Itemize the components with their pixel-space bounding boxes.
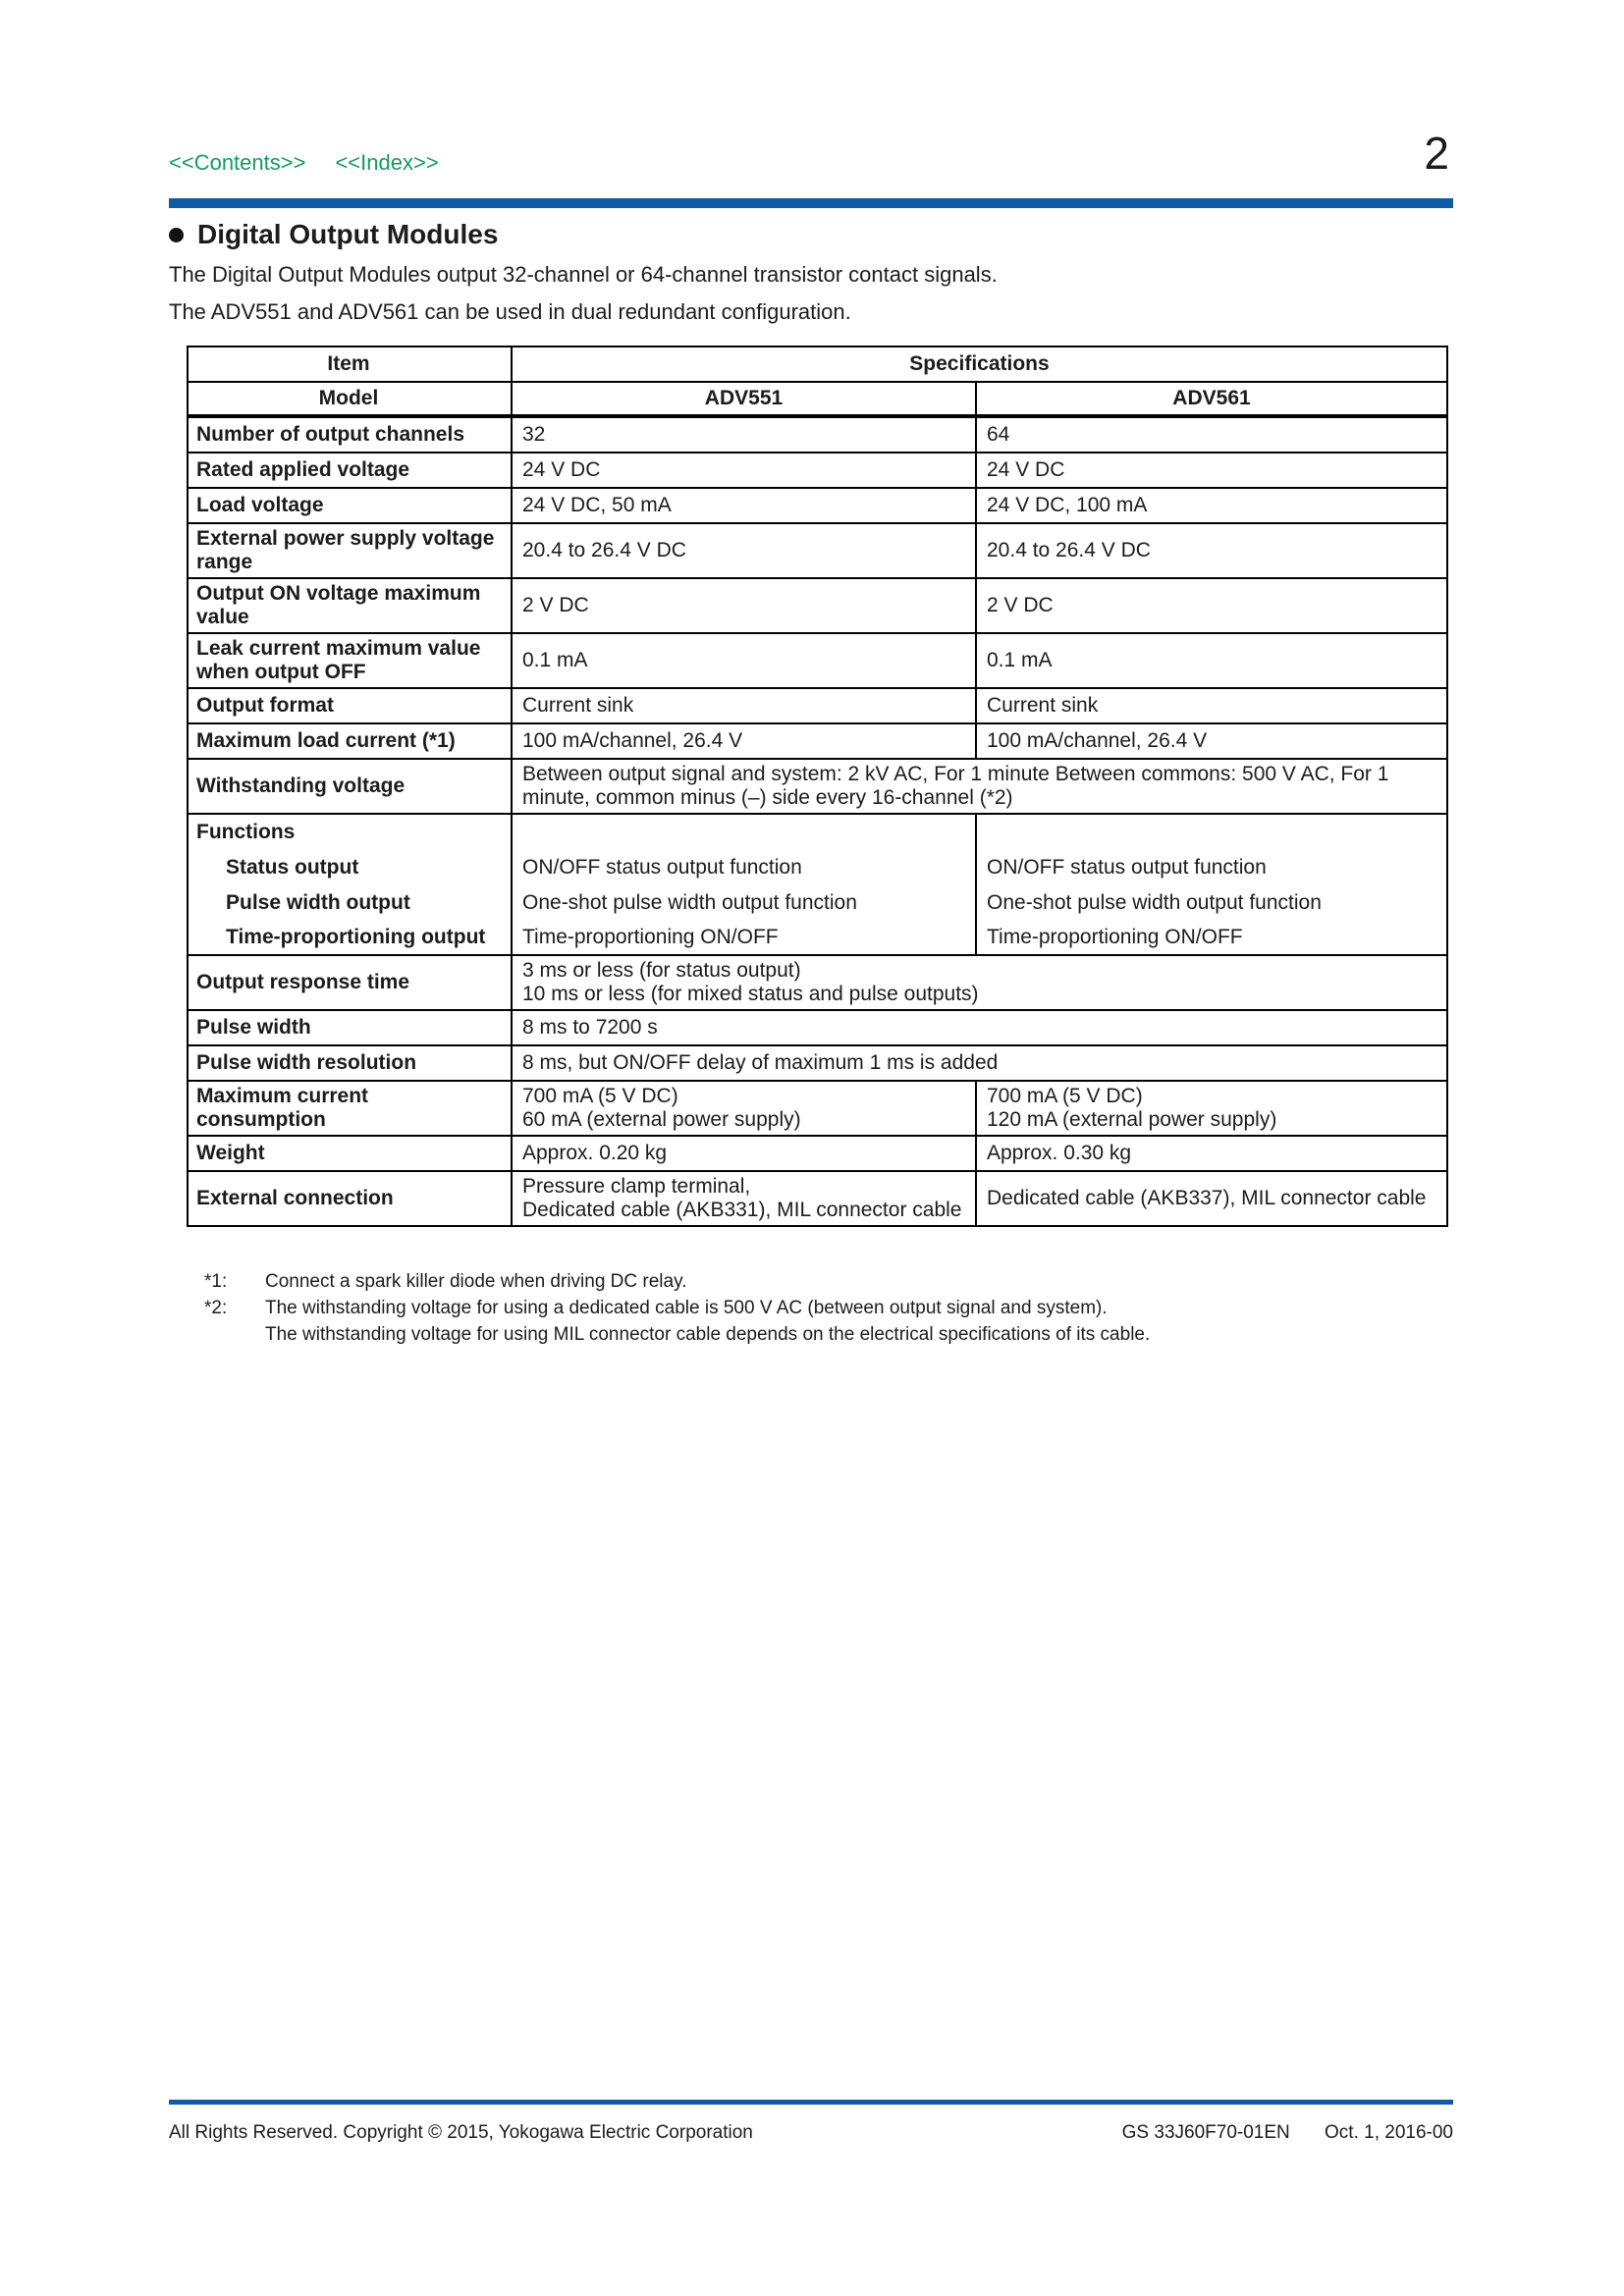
spec-label: External power supply voltage range xyxy=(196,527,495,573)
footnote-line: The withstanding voltage for using a dedicated cable is 500 V AC (between output signal and system). xyxy=(265,1298,1108,1318)
spec-value-both: 8 ms, but ON/OFF delay of maximum 1 ms is added xyxy=(511,1046,1446,1080)
spec-label: Weight xyxy=(196,1142,265,1164)
section-digital-output-modules xyxy=(169,218,1453,331)
table-row xyxy=(189,454,1446,489)
spec-label: Withstanding voltage xyxy=(196,774,406,797)
table-row xyxy=(189,956,1446,1011)
col-header-adv551: ADV551 xyxy=(511,383,975,414)
section-title: Digital Output Modules xyxy=(197,219,499,249)
spec-value-both: 3 ms or less (for status output) 10 ms or less (for mixed status and pulse outputs) xyxy=(511,956,1446,1009)
footnote xyxy=(204,1295,1150,1348)
table-row xyxy=(189,724,1446,760)
table-row xyxy=(189,689,1446,724)
table-row xyxy=(189,634,1446,689)
table-row xyxy=(189,1046,1446,1082)
spec-value-adv551: Pressure clamp terminal, Dedicated cable (AKB331), MIL connector cable xyxy=(511,1172,975,1225)
page-footer xyxy=(169,2120,1453,2146)
spec-sublabel: Status output xyxy=(226,856,359,879)
spec-value-adv561: 24 V DC, 100 mA xyxy=(975,489,1446,522)
spec-value-both: 8 ms to 7200 s xyxy=(511,1011,1446,1044)
col-header-specifications: Specifications xyxy=(511,347,1446,381)
table-row xyxy=(189,524,1446,579)
spec-value-adv561: 64 xyxy=(975,418,1446,452)
spec-value-adv551: 32 xyxy=(511,418,975,452)
spec-value-adv551: 700 mA (5 V DC) 60 mA (external power supply) xyxy=(511,1082,975,1135)
spec-label: Number of output channels xyxy=(196,423,464,446)
spec-label: Pulse width xyxy=(196,1016,311,1039)
spec-sublabel: Time-proportioning output xyxy=(226,926,486,948)
spec-label: Pulse width resolution xyxy=(196,1051,417,1074)
table-row xyxy=(189,921,1446,956)
bullet-icon xyxy=(169,228,184,242)
spec-value-adv561: 700 mA (5 V DC) 120 mA (external power supply) xyxy=(975,1082,1446,1135)
spec-value-adv551: 24 V DC xyxy=(511,454,975,487)
spec-value-adv561 xyxy=(975,815,1446,850)
spec-label: Maximum load current (*1) xyxy=(196,729,456,752)
spec-value-adv551: 2 V DC xyxy=(511,579,975,632)
spec-value-adv561: 24 V DC xyxy=(975,454,1446,487)
spec-value-adv551: Time-proportioning ON/OFF xyxy=(511,921,975,954)
table-row xyxy=(189,1137,1446,1172)
footer-rule xyxy=(169,2100,1453,2105)
footnote-line: The withstanding voltage for using MIL connector cable depends on the electrical specifications of its cable. xyxy=(265,1324,1151,1345)
footnote-marker: *2: xyxy=(204,1298,228,1318)
spec-sublabel: Pulse width output xyxy=(226,891,410,914)
col-header-adv561: ADV561 xyxy=(975,383,1446,414)
spec-value-adv551: Approx. 0.20 kg xyxy=(511,1137,975,1170)
footnote-marker: *1: xyxy=(204,1271,228,1292)
table-row xyxy=(189,885,1446,921)
spec-value-adv561: 20.4 to 26.4 V DC xyxy=(975,524,1446,577)
spec-label: Load voltage xyxy=(196,494,324,516)
header-rule xyxy=(169,198,1453,208)
spec-value-adv561: Dedicated cable (AKB337), MIL connector cable xyxy=(975,1172,1446,1225)
row-header-model: Model xyxy=(318,387,379,409)
section-heading xyxy=(169,218,1453,251)
document-reference xyxy=(1122,2120,1453,2146)
spec-label: Leak current maximum value when output OFF xyxy=(196,637,481,683)
contents-link[interactable]: <<Contents>> xyxy=(169,150,306,175)
intro-line: The ADV551 and ADV561 can be used in dual redundant configuration. xyxy=(169,299,851,324)
spec-label: Maximum current consumption xyxy=(196,1085,369,1131)
footnote-text xyxy=(265,1295,1150,1348)
spec-label: External connection xyxy=(196,1187,394,1209)
spec-table xyxy=(187,346,1448,1227)
spec-label: Output response time xyxy=(196,971,410,993)
footnote-text: Connect a spark killer diode when driving DC relay. xyxy=(265,1271,687,1292)
copyright-text: All Rights Reserved. Copyright © 2015, Yokogawa Electric Corporation xyxy=(169,2122,753,2143)
spec-value-adv551: Current sink xyxy=(511,689,975,722)
spec-group-label: Functions xyxy=(196,821,296,843)
spec-value-adv561: Time-proportioning ON/OFF xyxy=(975,921,1446,954)
spec-label: Output format xyxy=(196,694,334,717)
spec-value-adv551: 24 V DC, 50 mA xyxy=(511,489,975,522)
table-row xyxy=(189,383,1446,418)
spec-value-adv551: 20.4 to 26.4 V DC xyxy=(511,524,975,577)
doc-number: GS 33J60F70-01EN xyxy=(1121,2122,1290,2143)
spec-value-both: Between output signal and system: 2 kV AC, For 1 minute Between commons: 500 V AC, For 1 minute, common minus (–) side every 16-channel (*2) xyxy=(511,760,1446,813)
spec-value-adv551 xyxy=(511,815,975,850)
spec-value-adv561: Approx. 0.30 kg xyxy=(975,1137,1446,1170)
spec-value-adv561: 2 V DC xyxy=(975,579,1446,632)
spec-value-adv561: 0.1 mA xyxy=(975,634,1446,687)
footnotes xyxy=(204,1268,1150,1348)
spec-value-adv561: Current sink xyxy=(975,689,1446,722)
index-link[interactable]: <<Index>> xyxy=(335,150,439,175)
table-row xyxy=(189,1011,1446,1046)
spec-value-adv561: One-shot pulse width output function xyxy=(975,885,1446,921)
table-row xyxy=(189,347,1446,383)
table-row xyxy=(189,1082,1446,1137)
table-row xyxy=(189,579,1446,634)
spec-value-adv551: One-shot pulse width output function xyxy=(511,885,975,921)
page-number: 2 xyxy=(1424,128,1449,179)
table-row xyxy=(189,815,1446,850)
spec-value-adv561: ON/OFF status output function xyxy=(975,850,1446,885)
spec-value-adv561: 100 mA/channel, 26.4 V xyxy=(975,724,1446,758)
table-row xyxy=(189,1172,1446,1225)
doc-date: Oct. 1, 2016-00 xyxy=(1325,2122,1453,2143)
intro-line: The Digital Output Modules output 32-channel or 64-channel transistor contact signals. xyxy=(169,262,998,287)
spec-value-adv551: 100 mA/channel, 26.4 V xyxy=(511,724,975,758)
table-row xyxy=(189,760,1446,815)
spec-value-adv551: 0.1 mA xyxy=(511,634,975,687)
table-row xyxy=(189,850,1446,885)
spec-label: Rated applied voltage xyxy=(196,458,410,481)
top-navigation xyxy=(169,149,468,177)
spec-value-adv551: ON/OFF status output function xyxy=(511,850,975,885)
table-row xyxy=(189,418,1446,454)
table-row xyxy=(189,489,1446,524)
footnote xyxy=(204,1268,1150,1295)
spec-label: Output ON voltage maximum value xyxy=(196,582,481,628)
col-header-item: Item xyxy=(327,352,370,375)
